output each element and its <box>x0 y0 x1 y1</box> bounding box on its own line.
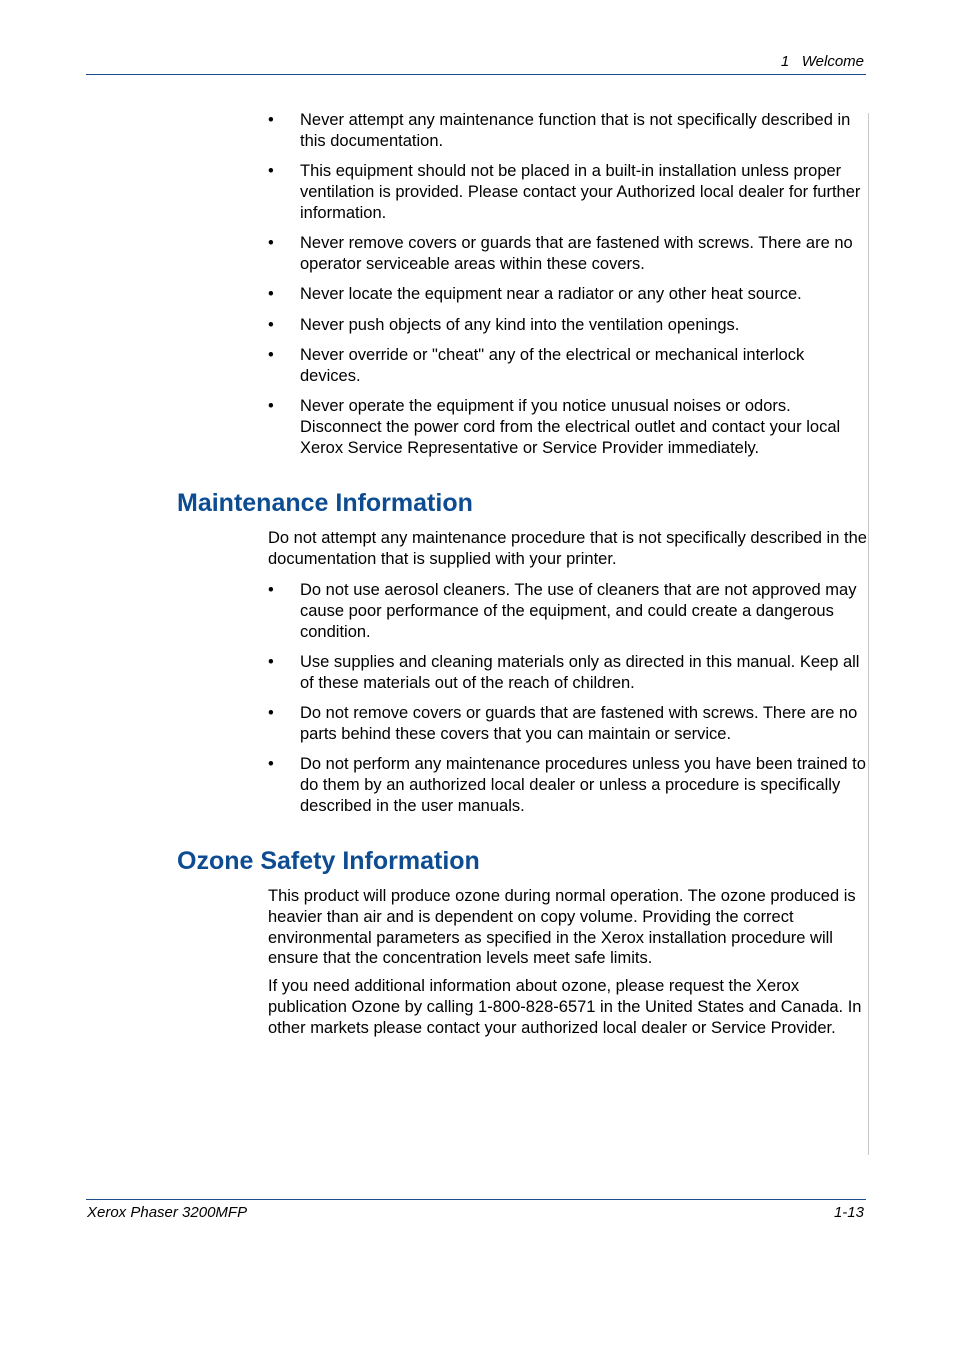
list-item-text: Never attempt any maintenance function that is not specifically described in this documentation. <box>300 111 851 150</box>
bullet-icon: • <box>268 755 274 774</box>
list-item-text: Never locate the equipment near a radiator or any other heat source. <box>300 285 802 304</box>
list-item <box>268 754 868 816</box>
header-divider <box>86 74 866 75</box>
bullet-icon: • <box>268 346 274 365</box>
chapter-header: 1 Welcome <box>780 53 864 70</box>
list-item-text: Do not perform any maintenance procedures unless you have been trained to do them by an authorized local dealer or unless a procedure is specifically described in the user manuals. <box>300 755 866 815</box>
bullet-icon: • <box>268 285 274 304</box>
change-bar <box>868 113 869 1155</box>
maintenance-heading: Maintenance Information <box>177 489 473 517</box>
list-item-text: Never operate the equipment if you notice unusual noises or odors. Disconnect the power cord from the electrical outlet and contact your local Xerox Service Representative or Service Provider immediately. <box>300 397 841 457</box>
list-item <box>268 652 868 694</box>
bullet-icon: • <box>268 162 274 181</box>
list-item-text: Never push objects of any kind into the ventilation openings. <box>300 315 740 334</box>
bullet-icon: • <box>268 652 274 671</box>
list-item <box>268 396 868 458</box>
list-item-text: Do not remove covers or guards that are fastened with screws. There are no parts behind these covers that you can maintain or service. <box>300 704 858 743</box>
list-item <box>268 345 868 387</box>
footer-product-name: Xerox Phaser 3200MFP <box>87 1204 248 1221</box>
bullet-icon: • <box>268 397 274 416</box>
list-item-text: Never override or "cheat" any of the electrical or mechanical interlock devices. <box>300 346 805 385</box>
bullet-icon: • <box>268 234 274 253</box>
bullet-icon: • <box>268 111 274 129</box>
ozone-paragraph-1: This product will produce ozone during normal operation. The ozone produced is heavier than air and is dependent on copy volume. Providing the correct environmental parameters as specified in the Xerox installation procedure will ensure that the concentration levels meet safe limits. <box>268 887 856 968</box>
list-item-text: This equipment should not be placed in a built-in installation unless proper ventilation is provided. Please contact your Authorized local dealer for further information. <box>300 162 861 222</box>
list-item <box>268 315 868 336</box>
list-item <box>268 703 868 745</box>
list-item-text: Never remove covers or guards that are fastened with screws. There are no operator serviceable areas within these covers. <box>300 234 853 273</box>
bullet-icon: • <box>268 315 274 334</box>
footer-divider <box>86 1199 866 1200</box>
ozone-paragraph-2: If you need additional information about ozone, please request the Xerox publication Ozone by calling 1-800-828-6571 in the United States and Canada. In other markets please contact your authorized local dealer or Service Provider. <box>268 977 862 1037</box>
list-item <box>268 161 868 223</box>
list-item <box>268 110 868 152</box>
ozone-heading: Ozone Safety Information <box>177 847 480 875</box>
list-item <box>268 284 868 305</box>
list-item-text: Use supplies and cleaning materials only as directed in this manual. Keep all of these materials out of the reach of children. <box>300 652 860 692</box>
footer-page-number: 1-13 <box>833 1204 864 1221</box>
maintenance-intro: Do not attempt any maintenance procedure that is not specifically described in the documentation that is supplied with your printer. <box>268 529 867 568</box>
list-item <box>268 580 868 642</box>
list-item-text: Do not use aerosol cleaners. The use of cleaners that are not approved may cause poor performance of the equipment, and could create a dangerous condition. <box>300 581 857 641</box>
list-item <box>268 233 868 275</box>
maintenance-bullet-list <box>268 580 868 826</box>
bullet-icon: • <box>268 704 274 723</box>
safety-bullet-list <box>268 110 868 468</box>
bullet-icon: • <box>268 581 274 599</box>
